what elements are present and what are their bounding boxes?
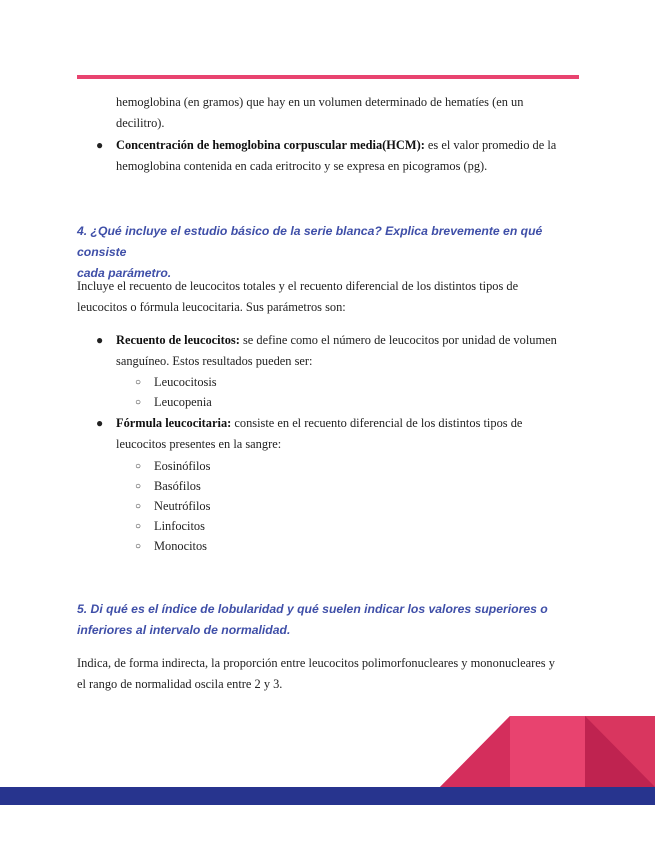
bullet-dot-icon: ● <box>96 333 104 347</box>
circle-bullet-icon: ○ <box>135 461 142 472</box>
list-item-label: Eosinófilos <box>154 459 211 473</box>
continuation-line-2: decilitro). <box>116 116 165 130</box>
circle-bullet-icon: ○ <box>135 397 142 408</box>
bullet-dot-icon: ● <box>96 416 104 430</box>
question-5-line-2: inferiores al intervalo de normalidad. <box>77 623 291 637</box>
list-item-label: Linfocitos <box>154 519 205 533</box>
formula-line1: consiste en el recuento diferencial de los distintos tipos de <box>231 416 523 430</box>
continuation-line-1: hemoglobina (en gramos) que hay en un volumen determinado de hematíes (en un <box>116 95 524 109</box>
hcm-line1: es el valor promedio de la <box>424 138 557 152</box>
list-item-label: Neutrófilos <box>154 499 211 513</box>
formula-line2: leucocitos presentes en la sangre: <box>116 437 282 451</box>
recuento-line2: sanguíneo. Estos resultados pueden ser: <box>116 354 313 368</box>
list-item-label: Basófilos <box>154 479 201 493</box>
circle-bullet-icon: ○ <box>135 541 142 552</box>
answer-5-line-2: el rango de normalidad oscila entre 2 y 3. <box>77 677 283 691</box>
dark-pink-triangle-shape <box>440 716 510 787</box>
formula-term: Fórmula leucocitaria: <box>116 416 232 430</box>
hcm-term: Concentración de hemoglobina corpuscular media(HCM): <box>116 138 425 152</box>
circle-bullet-icon: ○ <box>135 377 142 388</box>
recuento-line1: se define como el número de leucocitos por unidad de volumen <box>239 333 557 347</box>
answer-4-line-2: leucocitos o fórmula leucocitaria. Sus parámetros son: <box>77 300 346 314</box>
hcm-line2: hemoglobina contenida en cada eritrocito y se expresa en picogramos (pg). <box>116 159 488 173</box>
list-item-label: Monocitos <box>154 539 208 553</box>
circle-bullet-icon: ○ <box>135 481 142 492</box>
question-5-line-1: 5. Di qué es el índice de lobularidad y qué suelen indicar los valores superiores o <box>77 602 548 616</box>
list-item-label: Leucocitosis <box>154 375 217 389</box>
circle-bullet-icon: ○ <box>135 501 142 512</box>
circle-bullet-icon: ○ <box>135 521 142 532</box>
answer-4-line-1: Incluye el recuento de leucocitos totales y el recuento diferencial de los distintos tipos de <box>77 279 519 293</box>
answer-5-line-1: Indica, de forma indirecta, la proporción entre leucocitos polimorfonucleares y mononucleares y <box>77 656 555 670</box>
question-4-line-1: 4. ¿Qué incluye el estudio básico de la serie blanca? Explica brevemente en qué consiste <box>77 224 543 259</box>
footer-navy-band <box>0 787 655 805</box>
bullet-dot-icon: ● <box>96 138 104 152</box>
question-4-line-2: cada parámetro. <box>77 266 172 280</box>
recuento-term: Recuento de leucocitos: <box>116 333 240 347</box>
list-item-label: Leucopenia <box>154 395 212 409</box>
